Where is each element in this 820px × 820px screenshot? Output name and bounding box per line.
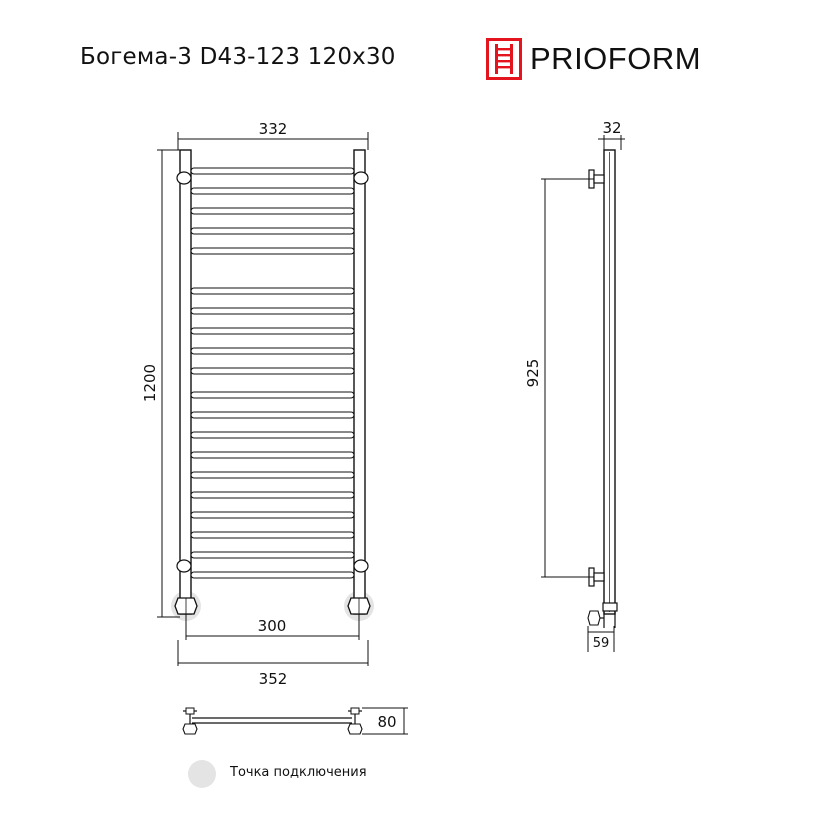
rungs (191, 168, 354, 578)
dim-mount-spacing-label: 925 (524, 358, 542, 388)
rung (191, 472, 354, 478)
dim-height (141, 150, 180, 617)
dim-overall-width (178, 640, 368, 688)
wall-mount-top-left (177, 172, 191, 184)
wall-mount-top-right (354, 172, 368, 184)
dim-height-label: 1200 (141, 363, 159, 403)
dim-depth-bottom-label: 59 (592, 636, 610, 651)
rung (191, 188, 354, 194)
rung (191, 532, 354, 538)
rung (191, 328, 354, 334)
dim-connection-spacing-label: 300 (257, 617, 287, 635)
connection-nut-left (175, 598, 197, 614)
dim-depth-label: 80 (377, 713, 397, 731)
connection-nut-right (348, 598, 370, 614)
rung (191, 348, 354, 354)
legend-connection-point-label: Точка подключения (230, 765, 367, 780)
top-view (183, 708, 408, 734)
rung (191, 168, 354, 174)
rung (191, 492, 354, 498)
rung (191, 512, 354, 518)
rung (191, 248, 354, 254)
dim-top-width (178, 120, 368, 150)
dim-overall-width-label: 352 (258, 670, 288, 688)
rung (191, 308, 354, 314)
wall-mount-bottom-right (354, 560, 368, 572)
rung (191, 432, 354, 438)
rung (191, 552, 354, 558)
dim-depth-top-label: 32 (602, 119, 622, 137)
rung (191, 452, 354, 458)
dim-top-width-label: 332 (258, 120, 288, 138)
rung (191, 208, 354, 214)
rung (191, 288, 354, 294)
rung (191, 392, 354, 398)
model-title: Богема-3 D43-123 120x30 (80, 44, 396, 70)
right-rail (354, 150, 365, 614)
wall-mount-bottom-left (177, 560, 191, 572)
left-rail (180, 150, 191, 614)
front-view (141, 120, 374, 688)
rung (191, 228, 354, 234)
rung (191, 368, 354, 374)
side-connection-fitting (588, 603, 617, 628)
side-view (524, 119, 625, 652)
rung (191, 572, 354, 578)
rung (191, 412, 354, 418)
brand-name: PRIOFORM (530, 41, 702, 76)
dim-connection-spacing (186, 614, 359, 640)
legend-connection-point-icon (188, 760, 216, 788)
